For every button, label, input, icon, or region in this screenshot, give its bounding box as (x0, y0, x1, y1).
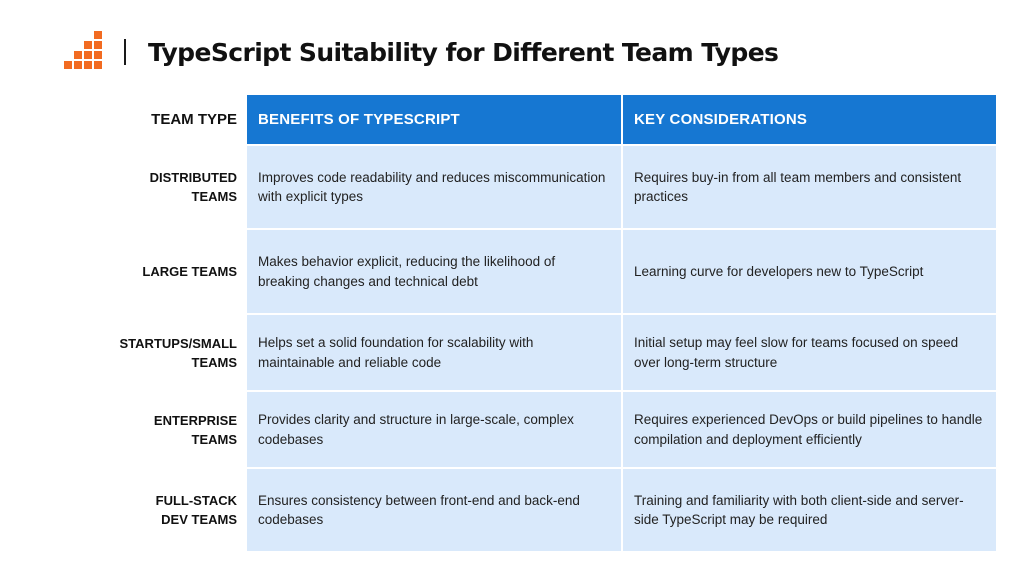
header-considerations: KEY CONSIDERATIONS (623, 95, 996, 144)
consideration-cell: Requires experienced DevOps or build pipelines to handle compilation and deployment efficiently (623, 392, 996, 467)
table-row (90, 392, 996, 467)
consideration-cell: Training and familiarity with both client-side and server-side TypeScript may be required (623, 469, 996, 551)
logo-icon (64, 33, 102, 71)
table-row (90, 469, 996, 551)
title-divider (124, 39, 126, 65)
consideration-cell: Requires buy-in from all team members and consistent practices (623, 146, 996, 228)
benefit-cell: Helps set a solid foundation for scalability with maintainable and reliable code (247, 315, 621, 390)
benefit-cell: Improves code readability and reduces miscommunication with explicit types (247, 146, 621, 228)
table-row (90, 315, 996, 390)
team-type-cell: LARGE TEAMS (142, 264, 237, 279)
team-type-cell: STARTUPS/SMALL TEAMS (119, 335, 237, 370)
header-team-type: TEAM TYPE (151, 111, 237, 128)
benefit-cell: Ensures consistency between front-end and back-end codebases (247, 469, 621, 551)
page-header (64, 32, 778, 72)
page-title: TypeScript Suitability for Different Team Types (148, 37, 779, 67)
team-type-cell: DISTRIBUTED TEAMS (149, 170, 237, 204)
benefit-cell: Makes behavior explicit, reducing the likelihood of breaking changes and technical debt (247, 230, 621, 313)
table-row (90, 230, 996, 313)
benefit-cell: Provides clarity and structure in large-scale, complex codebases (247, 392, 621, 467)
table-row (90, 146, 996, 228)
consideration-cell: Learning curve for developers new to TypeScript (623, 230, 996, 313)
consideration-cell: Initial setup may feel slow for teams focused on speed over long-term structure (623, 315, 996, 390)
team-type-cell: ENTERPRISE TEAMS (153, 412, 237, 447)
table-header-row (90, 95, 996, 144)
header-benefits: BENEFITS OF TYPESCRIPT (247, 95, 621, 144)
team-type-cell: FULL-STACK DEV TEAMS (155, 493, 237, 527)
comparison-table (90, 95, 996, 553)
